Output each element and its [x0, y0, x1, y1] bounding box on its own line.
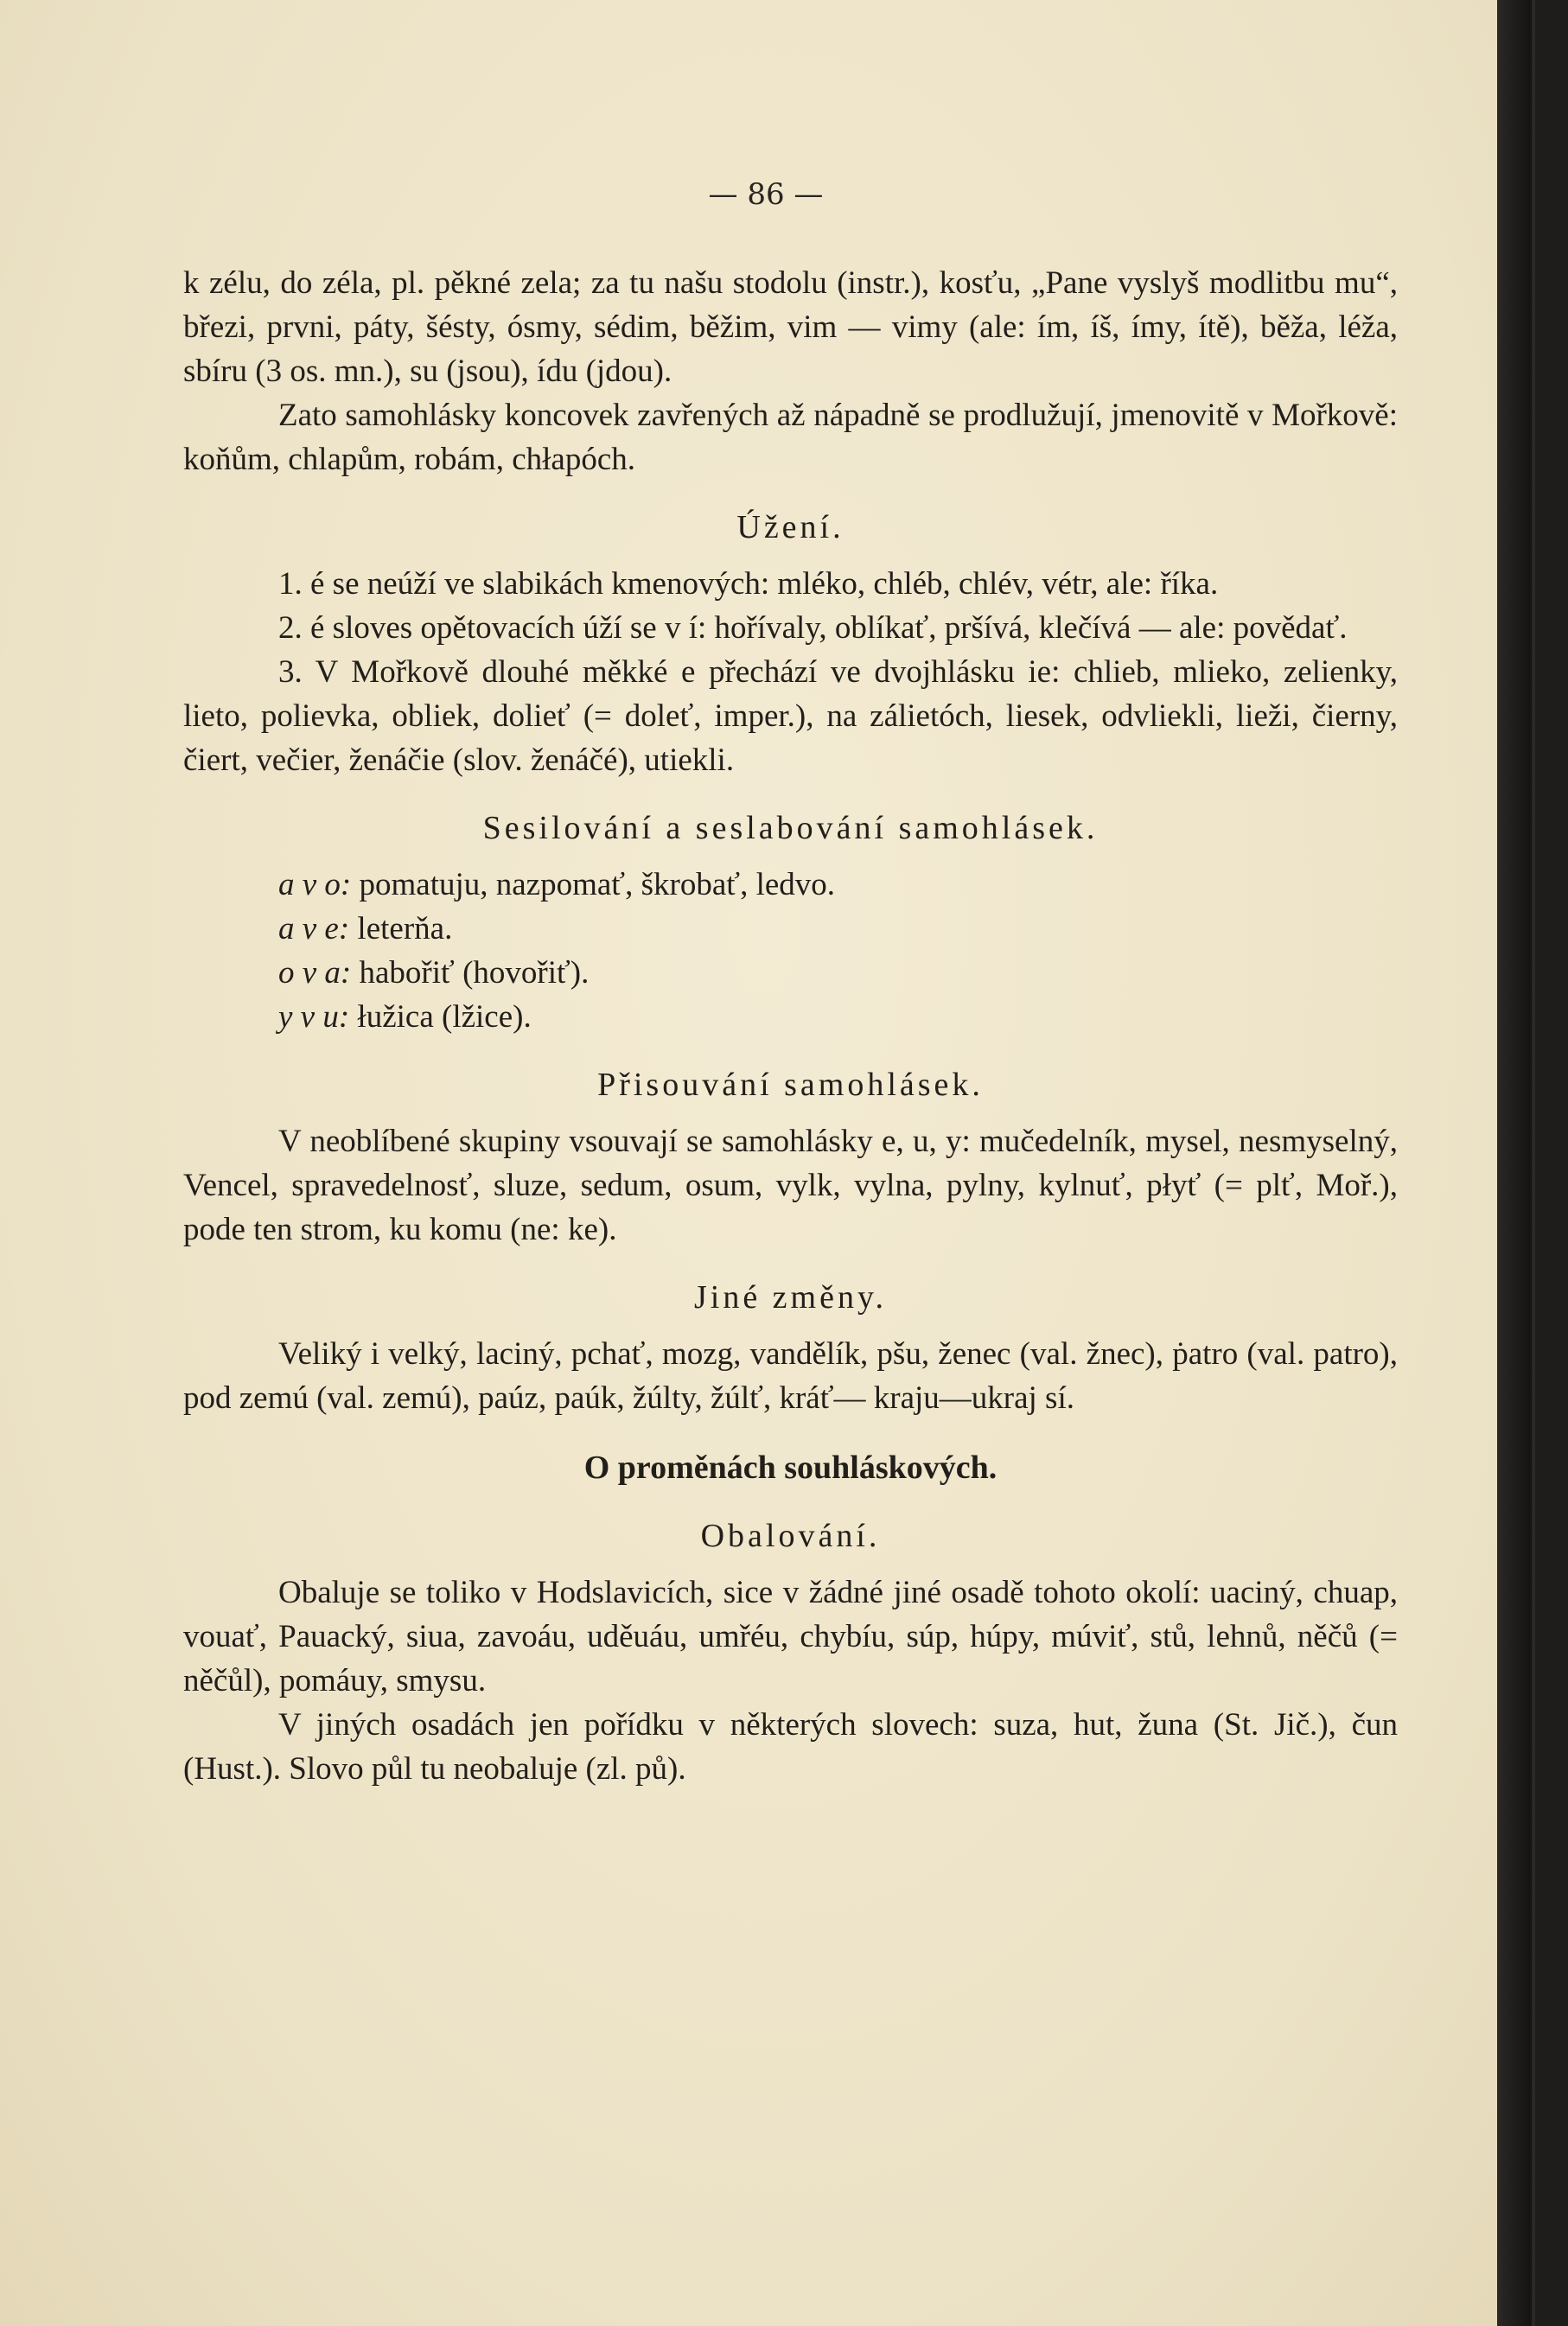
list-item-text: pomatuju, nazpomať, škrobať, ledvo. [359, 867, 836, 902]
obalovani-paragraph-2: V jiných osadách jen pořídku v některých slovech: suza, hut, žuna (St. Jič.), čun (Hust.). Slovo půl tu neobaluje (zl. pů). [183, 1707, 1398, 1787]
intro-paragraph-2: Zato samohlásky koncovek zavřených až nápadně se prodlužují, jmenovitě v Mořkově: koňům, chlapům, robám, chłapóch. [183, 398, 1398, 477]
list-item-text: leterňa. [357, 911, 453, 946]
list-item-key: a v o: [278, 867, 352, 902]
list-item-text: łužica (lžice). [357, 999, 532, 1035]
uzeni-paragraph-2: 2. é sloves opětovacích úží se v í: hořívaly, oblíkať, pršívá, klečívá — ale: povědať. [278, 610, 1348, 646]
jine-zmeny-paragraph: Veliký i velký, laciný, pchať, mozg, vandělík, pšu, ženec (val. žnec), ṗatro (val. patro), pod zemú (val. zemú), paúz, paúk, žúlty, žúlť, kráť— kraju—ukraj sí. [183, 1336, 1398, 1416]
page-content [183, 261, 1398, 1791]
list-item [183, 907, 1398, 951]
chapter-heading-promeny: O proměnách souhláskových. [583, 1450, 998, 1486]
intro-paragraph-1: k zélu, do zéla, pl. pěkné zela; za tu našu stodolu (instr.), kosťu, „Pane vyslyš modlitbu mu“, březi, prvni, páty, šésty, ósmy, sédim, běžim, vim — vimy (ale: ím, íš, ímy, ítě), běža, léža, sbíru (3 os. mn.), su (jsou), ídu (jdou). [183, 265, 1398, 389]
section-heading-jine-zmeny: Jiné změny. [693, 1279, 888, 1316]
list-item-key: a v e: [278, 911, 350, 946]
section-heading-prisouvani: Přisouvání samohlásek. [597, 1067, 984, 1103]
page-edge [1497, 0, 1532, 2326]
list-item-key: y v u: [278, 999, 350, 1035]
prisouvani-paragraph: V neoblíbené skupiny vsouvají se samohlásky e, u, y: mučedelník, mysel, nesmyselný, Vencel, spravedelnosť, sluze, sedum, osum, vylk, vylna, pylny, kylnuť, płyť (= plť, Moř.), pode ten strom, ku komu (ne: ke). [183, 1124, 1398, 1247]
list-item [183, 995, 1398, 1039]
uzeni-paragraph-1: 1. é se neúží ve slabikách kmenových: mléko, chléb, chlév, vétr, ale: říka. [278, 566, 1219, 602]
obalovani-paragraph-1: Obaluje se toliko v Hodslavicích, sice v žádné jiné osadě tohoto okolí: uaciný, chuap, vouať, Pauacký, siua, zavoáu, uděuáu, umřéu, chybíu, súp, húpy, múviť, stů, lehnů, něčů (= něčůl), pomáuy, smysu. [183, 1575, 1398, 1698]
section-heading-obalovani: Obalování. [700, 1518, 881, 1554]
list-item-text: habořiť (hovořiť). [359, 955, 590, 991]
list-item-key: o v a: [278, 955, 352, 991]
list-item [183, 863, 1398, 907]
list-item [183, 951, 1398, 995]
uzeni-paragraph-3: 3. V Mořkově dlouhé měkké e přechází ve dvojhlásku ie: chlieb, mlieko, zelienky, lieto, polievka, obliek, dolieť (= doleť, imper.), na zálietóch, liesek, odvliekli, lieži, čierny, čiert, večier, ženáčie (slov. ženáčé), utiekli. [183, 654, 1398, 778]
section-heading-uzeni: Úžení. [736, 509, 845, 545]
sesilovani-list [183, 863, 1398, 1039]
page-number: — 86 — [708, 177, 824, 212]
section-heading-sesilovani: Sesilování a seslabování samohlásek. [482, 810, 1099, 846]
